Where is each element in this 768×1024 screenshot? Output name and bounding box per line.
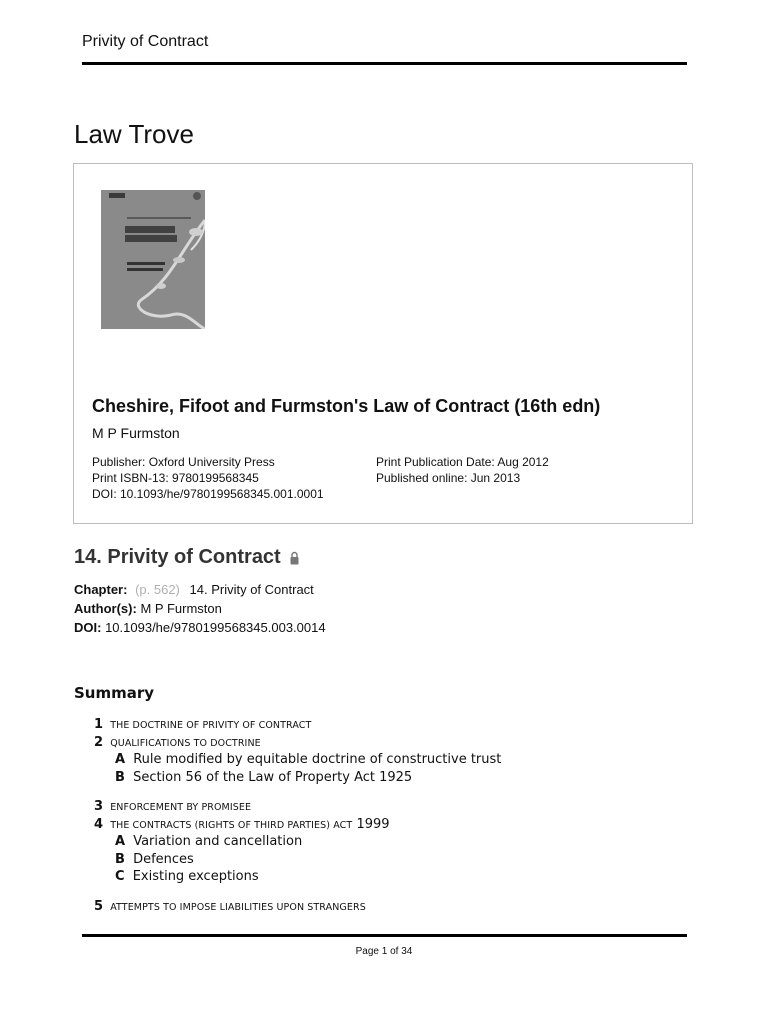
summary-subitem (94, 751, 501, 769)
item-text-year: 1999 (356, 816, 390, 832)
subitem-letter: A (115, 752, 126, 767)
summary-item (94, 898, 501, 916)
chapter-heading-text: 14. Privity of Contract (74, 546, 281, 568)
chapter-heading (74, 546, 299, 571)
summary-subitem (94, 851, 501, 869)
item-number: 2 (94, 734, 104, 750)
chapter-meta (74, 580, 326, 637)
page-reference: (p. 562) (135, 582, 180, 597)
book-author: M P Furmston (92, 425, 180, 441)
subitem-text: Defences (133, 851, 194, 867)
chapter-label: Chapter: (74, 582, 128, 597)
footer-rule (82, 934, 687, 937)
summary-heading: Summary (74, 684, 155, 702)
item-text: ATTEMPTS TO IMPOSE LIABILITIES UPON STRANGERS (110, 901, 366, 913)
item-number: 3 (94, 799, 104, 814)
published-online: Published online: Jun 2013 (376, 471, 521, 485)
item-number: 4 (94, 816, 104, 832)
book-title: Cheshire, Fifoot and Furmston's Law of Contract (16th edn) (92, 396, 601, 416)
subitem-text: Section 56 of the Law of Property Act 1925 (133, 769, 413, 785)
subitem-letter: B (115, 769, 125, 785)
page-number: Page 1 of 34 (355, 946, 413, 957)
running-head: Privity of Contract (82, 33, 209, 50)
summary-list (94, 716, 501, 915)
summary-subitem (94, 769, 501, 787)
item-text: THE DOCTRINE OF PRIVITY OF CONTRACT (110, 720, 312, 731)
subitem-text: Existing exceptions (132, 869, 259, 884)
subitem-letter: C (115, 869, 125, 884)
subitem-text: Variation and cancellation (133, 834, 303, 849)
doi-label: DOI: (74, 620, 102, 635)
summary-item (94, 734, 501, 752)
print-publication-date: Print Publication Date: Aug 2012 (376, 455, 549, 469)
book-doi: DOI: 10.1093/he/9780199568345.001.0001 (92, 487, 324, 501)
lock-icon (290, 548, 299, 571)
print-isbn: Print ISBN-13: 9780199568345 (92, 471, 259, 485)
subitem-text: Rule modified by equitable doctrine of constructive trust (133, 752, 502, 767)
item-text: THE CONTRACTS (RIGHTS OF THIRD PARTIES) ACT (110, 819, 353, 831)
book-meta-right (376, 454, 549, 486)
item-number: 1 (94, 717, 104, 732)
book-meta-left (92, 454, 324, 502)
summary-subitem (94, 833, 501, 851)
book-info-box (73, 163, 693, 524)
subitem-letter: B (115, 851, 125, 867)
summary-item (94, 798, 501, 816)
authors-label: Author(s): (74, 601, 137, 616)
doi-value: 10.1093/he/9780199568345.003.0014 (105, 620, 326, 635)
subitem-letter: A (115, 834, 126, 849)
summary-item (94, 816, 501, 834)
book-cover-image (101, 190, 205, 329)
chapter-value: 14. Privity of Contract (189, 582, 314, 597)
summary-item (94, 716, 501, 734)
item-number: 5 (94, 898, 104, 914)
authors-value: M P Furmston (140, 601, 222, 616)
header-rule (82, 62, 687, 65)
publisher: Publisher: Oxford University Press (92, 455, 275, 469)
item-text: ENFORCEMENT BY PROMISEE (110, 802, 252, 813)
site-title: Law Trove (74, 119, 194, 149)
summary-subitem (94, 868, 501, 886)
item-text: QUALIFICATIONS TO DOCTRINE (110, 737, 261, 749)
